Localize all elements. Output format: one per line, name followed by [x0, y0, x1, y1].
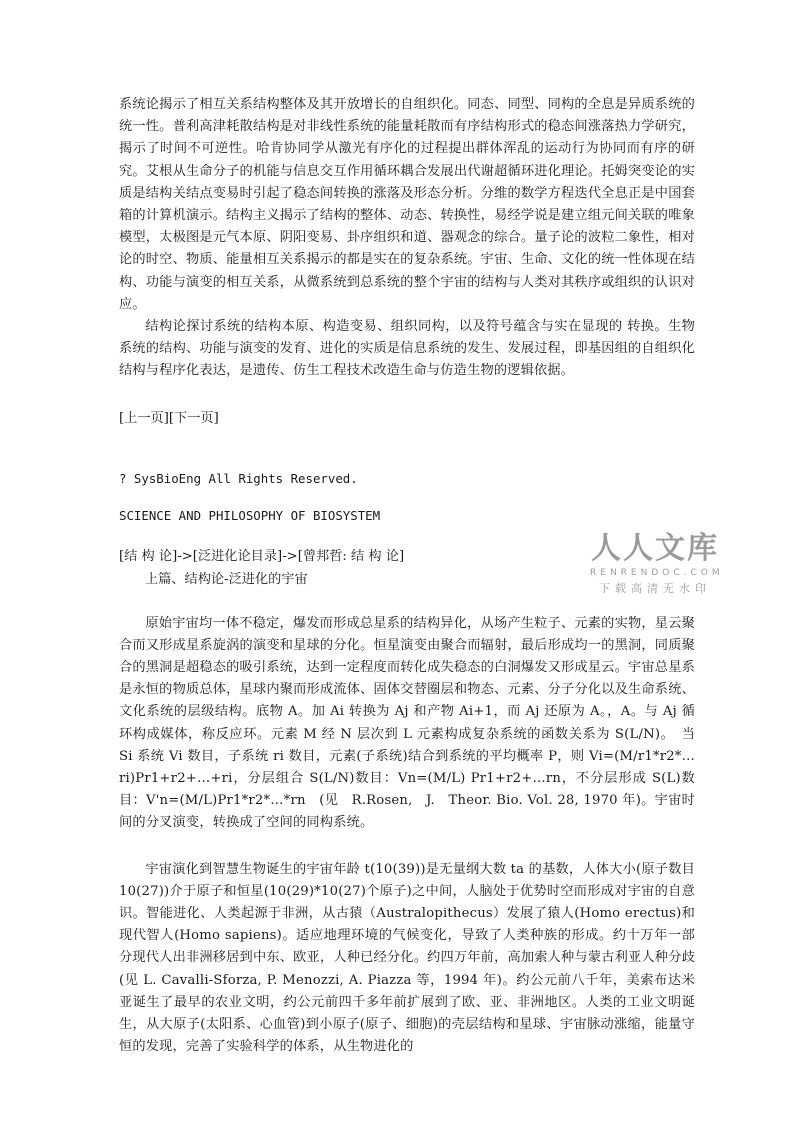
watermark-title: 人人文库 — [591, 531, 719, 566]
watermark-subtitle: 下载高清无水印 — [599, 582, 711, 595]
site-title: SCIENCE AND PHILOSOPHY OF BIOSYSTEM — [119, 507, 381, 523]
next-page-link[interactable]: [下一页] — [168, 410, 219, 426]
breadcrumb-separator: -> — [282, 548, 298, 564]
prev-page-link[interactable]: [上一页] — [119, 410, 169, 426]
page-navigation — [119, 407, 695, 426]
copyright-text: ? SysBioEng All Rights Reserved. — [119, 470, 358, 486]
body-paragraph-1: 原始宇宙均一体不稳定，爆发而形成总星系的结构异化，从场产生粒子、元素的实物，星云聚合而又形成星系旋涡的演变和星球的分化。恒星演变由聚合而辐射，最后形成均一的黑洞，同质聚合的黑洞是超稳态的吸引系统，达到一定程度而转化成失稳态的白洞爆发又形成星云。宇宙总星系是永恒的物质总体，星球内聚而形成流体、固体交替圈层和物态、元素、分子分化以及生命系统、文化系统的层级结构。底物 A。加 Ai 转换为 Aj 和产物 Ai+1，而 Aj 还原为 A。，A。与 Aj 循环构成媒体，称反应环。元素 M 经 N 层次到 L 元素构成复杂系统的函数关系为 S(L/N)。 当 Si 系统 Vi 数目，子系统 ri 数目，元素(子系统)结合到系统的平均概率 P，则 Vi=(M/r1*r2*…ri)Pr1+r2+…+ri，分层组合 S(L/N)数目：Vn=(M/L) Pr1+r2+…rn，不分层形成 S(L)数目：V'n=(M/L)Pr1*r2*…*rn (见 R.Rosen, J. Theor. Bio. Vol. 28, 1970 年)。宇宙时间的分叉演变，转换成了空间的同构系统。 — [119, 615, 695, 831]
intro-paragraph-2: 结构论探讨系统的结构本原、构造变易、组织同构，以及符号蕴含与实在显现的 转换。生物系统的结构、功能与演变的发育、进化的实质是信息系统的发生、发展过程，即基因组的自组织化结构与程序化表达，是遗传、仿生工程技术改造生命与仿造生物的逻辑依据。 — [119, 319, 695, 379]
section-title: 上篇、结构论-泛进化的宇宙 — [145, 571, 308, 587]
body-paragraph-2: 宇宙演化到智慧生物诞生的宇宙年龄 t(10(39))是无量纲大数 ta 的基数，人体大小(原子数目 10(27))介于原子和恒星(10(29)*10(27)个原子)之中间，人脑处于优势时空而形成对宇宙的自意识。智能进化、人类起源于非洲，从古猿（Australopithecus）发展了猿人(Homo erectus)和现代智人(Homo sapiens)。适应地理环境的气候变化，导致了人类种族的形成。约十万年一部分现代人出非洲移居到中东、欧亚，人种已经分化。约四万年前，高加索人种与蒙古利亚人种分歧(见 L. Cavalli-Sforza, P. Menozzi, A. Piazza 等，1994 年)。约公元前八千年，美索布达米亚诞生了最早的农业文明，约公元前四千多年前扩展到了欧、亚、非洲地区。人类的工业文明诞生，从大原子(太阳系、心血管)到小原子(原子、细胞)的壳层结构和星球、宇宙脉动涨缩，能量守恒的发现，完善了实验科学的体系，从生物进化的 — [119, 861, 695, 1055]
breadcrumb-item-article[interactable]: [曾邦哲: 结 构 论] — [297, 548, 405, 564]
watermark-url: RENRENDOC.COM — [590, 568, 724, 578]
breadcrumb-item-toc[interactable]: [泛进化论目录] — [192, 548, 283, 564]
breadcrumb-item-structure[interactable]: [结 构 论] — [119, 548, 178, 564]
intro-paragraph-1: 系统论揭示了相互关系结构整体及其开放增长的自组织化。同态、同型、同构的全息是异质系统的统一性。普利高津耗散结构是对非线性系统的能量耗散而有序结构形式的稳态间涨落热力学研究，揭示了时间不可逆性。哈肯协同学从激光有序化的过程提出群体浑乱的运动行为协同而有序的研究。艾根从生命分子的机能与信息交互作用循环耦合发展出代谢超循环进化理论。托姆突变论的实质是结构关结点变易时引起了稳态间转换的涨落及形态分析。分维的数学方程迭代全息正是中国套箱的计算机演示。结构主义揭示了结构的整体、动态、转换性，易经学说是建立组元间关联的唯象模型，太极图是元气本原、阴阳变易、卦序组织和道、器观念的综合。量子论的波粒二象性，相对论的时空、物质、能量相互关系揭示的都是实在的复杂系统。宇宙、生命、文化的统一性体现在结构、功能与演变的相互关系，从微系统到总系统的整个宇宙的结构与人类对其秩序或组织的认识对应。 — [119, 97, 695, 312]
watermark-logo — [590, 531, 724, 596]
breadcrumb-separator: -> — [177, 548, 193, 564]
